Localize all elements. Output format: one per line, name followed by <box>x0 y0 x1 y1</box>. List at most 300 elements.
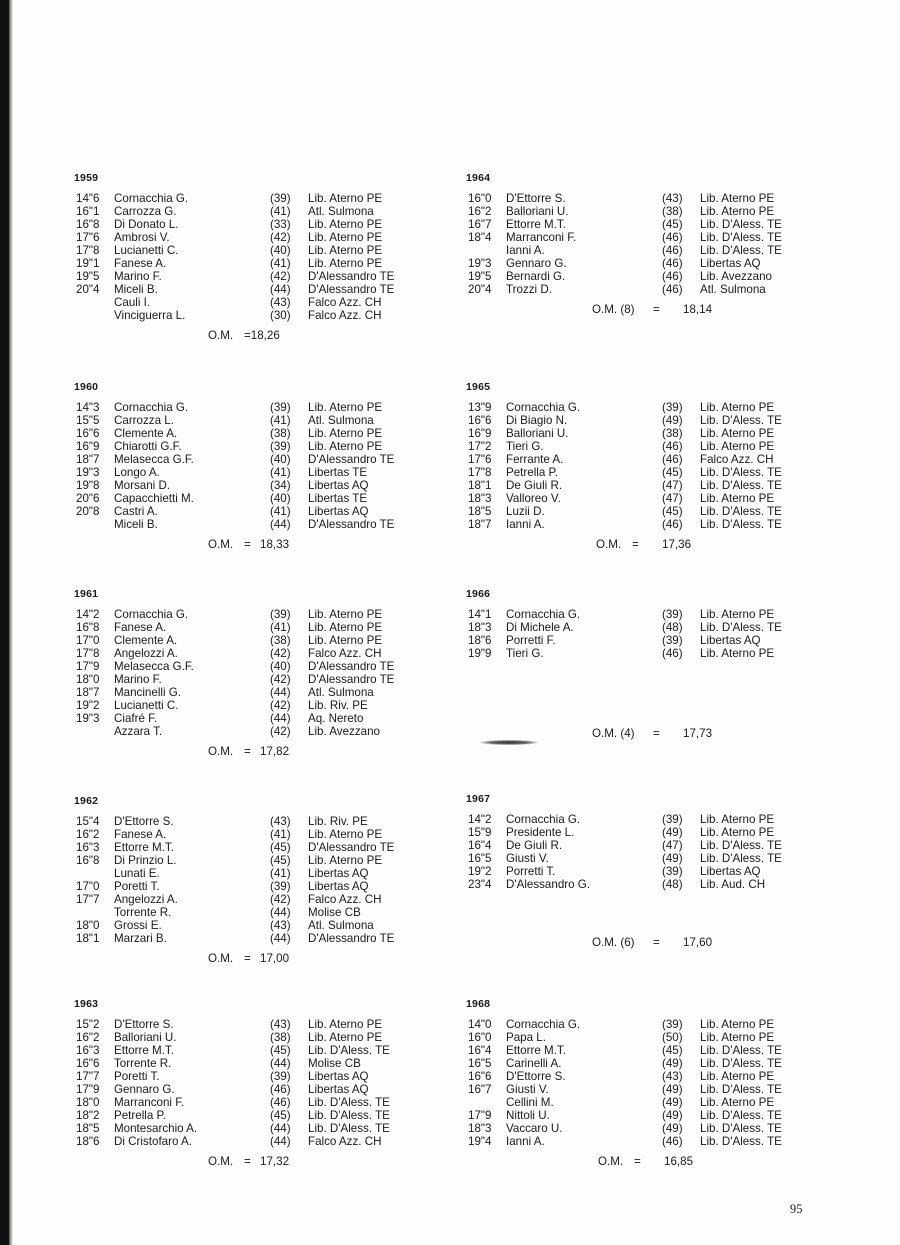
result-row <box>466 852 856 865</box>
result-time: 16"8 <box>76 218 100 231</box>
athlete-name: Azzara T. <box>114 725 163 738</box>
birth-year: (41) <box>270 621 291 634</box>
athlete-name: Melasecca G.F. <box>114 453 194 466</box>
year-block-1961 <box>74 588 464 761</box>
result-row <box>74 1109 464 1122</box>
athlete-name: Poretti T. <box>114 1070 160 1083</box>
result-time: 17"0 <box>76 634 100 647</box>
birth-year: (42) <box>270 893 291 906</box>
result-row <box>74 479 464 492</box>
average-value: 17,00 <box>260 952 290 965</box>
average-line <box>74 538 464 554</box>
birth-year: (39) <box>270 1070 291 1083</box>
birth-year: (49) <box>662 1057 683 1070</box>
athlete-name: Cellini M. <box>506 1096 554 1109</box>
birth-year: (45) <box>662 505 683 518</box>
birth-year: (42) <box>270 699 291 712</box>
average-equals: = <box>632 538 639 551</box>
club-name: Molise CB <box>308 1057 361 1070</box>
club-name: Lib. Aterno PE <box>308 257 383 270</box>
average-label: O.M. <box>208 1155 234 1168</box>
birth-year: (39) <box>662 865 683 878</box>
average-equals: = <box>634 1155 641 1168</box>
club-name: Falco Azz. CH <box>700 453 774 466</box>
birth-year: (44) <box>270 1135 291 1148</box>
athlete-name: Morsani D. <box>114 479 171 492</box>
birth-year: (46) <box>662 283 683 296</box>
year-block-1964 <box>466 172 856 319</box>
club-name: Lib. Aterno PE <box>308 634 383 647</box>
result-row <box>74 1122 464 1135</box>
birth-year: (40) <box>270 453 291 466</box>
average-value: 17,82 <box>260 745 290 758</box>
club-name: Lib. D'Aless. TE <box>700 1044 782 1057</box>
birth-year: (46) <box>662 231 683 244</box>
average-value: 16,85 <box>664 1155 694 1168</box>
result-time: 16"2 <box>468 205 492 218</box>
result-row <box>74 621 464 634</box>
result-row <box>74 919 464 932</box>
club-name: Libertas AQ <box>700 257 761 270</box>
result-row <box>74 1083 464 1096</box>
club-name: Lib. Aterno PE <box>308 854 383 867</box>
result-time: 18"5 <box>76 1122 100 1135</box>
result-row <box>466 865 856 878</box>
average-value: 17,73 <box>683 727 713 740</box>
result-time: 16"6 <box>468 1070 492 1083</box>
result-row <box>74 401 464 414</box>
birth-year: (47) <box>662 492 683 505</box>
athlete-name: Poretti T. <box>114 880 160 893</box>
result-time: 15"4 <box>76 815 100 828</box>
club-name: Falco Azz. CH <box>308 309 382 322</box>
result-row <box>466 427 856 440</box>
result-time: 18"7 <box>468 518 492 531</box>
club-name: Lib. Aterno PE <box>308 608 383 621</box>
year-heading: 1967 <box>466 793 491 805</box>
club-name: Libertas TE <box>308 492 368 505</box>
result-time: 16"6 <box>76 427 100 440</box>
result-row <box>74 1044 464 1057</box>
average-equals: = <box>653 936 660 949</box>
result-time: 18"1 <box>468 479 492 492</box>
average-line <box>466 1155 856 1171</box>
athlete-name: Castri A. <box>114 505 158 518</box>
club-name: Lib. D'Aless. TE <box>700 1135 782 1148</box>
club-name: Atl. Sulmona <box>308 414 374 427</box>
athlete-name: Cornacchia G. <box>506 401 581 414</box>
result-time: 14"1 <box>468 608 492 621</box>
result-time: 17"2 <box>468 440 492 453</box>
athlete-name: De Giuli R. <box>506 479 563 492</box>
result-time: 19"2 <box>76 699 100 712</box>
average-value: 17,60 <box>683 936 713 949</box>
club-name: D'Alessandro TE <box>308 270 395 283</box>
club-name: Lib. D'Aless. TE <box>700 852 782 865</box>
result-row <box>466 518 856 531</box>
year-block-1963 <box>74 998 464 1171</box>
club-name: Lib. Aterno PE <box>700 205 775 218</box>
athlete-name: Longo A. <box>114 466 160 479</box>
result-row <box>74 841 464 854</box>
average-equals: = <box>244 745 251 758</box>
result-time: 16"7 <box>468 218 492 231</box>
result-row <box>466 1083 856 1096</box>
result-row <box>74 634 464 647</box>
average-label: O.M. <box>208 538 234 551</box>
club-name: Lib. Aterno PE <box>700 1096 775 1109</box>
birth-year: (41) <box>270 867 291 880</box>
club-name: Falco Azz. CH <box>308 893 382 906</box>
club-name: Lib. D'Aless. TE <box>700 466 782 479</box>
birth-year: (38) <box>662 205 683 218</box>
average-line <box>74 745 464 761</box>
athlete-name: Carinelli A. <box>506 1057 562 1070</box>
result-time: 15"5 <box>76 414 100 427</box>
club-name: Lib. D'Aless. TE <box>700 1122 782 1135</box>
result-row <box>466 826 856 839</box>
athlete-name: Torrente R. <box>114 906 172 919</box>
athlete-name: Marranconi F. <box>114 1096 185 1109</box>
birth-year: (38) <box>662 427 683 440</box>
result-row <box>74 192 464 205</box>
athlete-name: Cauli I. <box>114 296 151 309</box>
club-name: Lib. Aterno PE <box>308 401 383 414</box>
athlete-name: Di Donato L. <box>114 218 179 231</box>
result-row <box>74 906 464 919</box>
result-row <box>74 309 464 322</box>
result-row <box>466 270 856 283</box>
club-name: Molise CB <box>308 906 361 919</box>
birth-year: (43) <box>270 296 291 309</box>
athlete-name: Clemente A. <box>114 427 178 440</box>
club-name: Lib. Aud. CH <box>700 878 766 891</box>
year-heading: 1959 <box>74 172 99 184</box>
club-name: Libertas TE <box>308 466 368 479</box>
athlete-name: Di Prinzio L. <box>114 854 177 867</box>
birth-year: (34) <box>270 479 291 492</box>
result-row <box>74 725 464 738</box>
athlete-name: Ambrosi V. <box>114 231 170 244</box>
club-name: Atl. Sulmona <box>700 283 766 296</box>
result-time: 16"3 <box>76 841 100 854</box>
result-time: 16"4 <box>468 1044 492 1057</box>
result-time: 20"8 <box>76 505 100 518</box>
athlete-name: Balloriani U. <box>506 427 569 440</box>
result-time: 17"8 <box>468 466 492 479</box>
athlete-name: Cornacchia G. <box>114 192 189 205</box>
athlete-name: Ianni A. <box>506 244 545 257</box>
birth-year: (44) <box>270 1122 291 1135</box>
result-time: 18"1 <box>76 932 100 945</box>
year-heading: 1966 <box>466 588 491 600</box>
average-label: O.M. <box>596 538 622 551</box>
average-value: 18,14 <box>683 303 713 316</box>
birth-year: (39) <box>662 608 683 621</box>
average-equals: = <box>244 952 251 965</box>
athlete-name: Cornacchia G. <box>114 608 189 621</box>
birth-year: (40) <box>270 492 291 505</box>
result-time: 18"3 <box>468 1122 492 1135</box>
birth-year: (39) <box>662 401 683 414</box>
athlete-name: Cornacchia G. <box>506 608 581 621</box>
birth-year: (44) <box>270 906 291 919</box>
club-name: Lib. Aterno PE <box>308 621 383 634</box>
birth-year: (44) <box>270 932 291 945</box>
birth-year: (38) <box>270 634 291 647</box>
birth-year: (45) <box>270 1044 291 1057</box>
club-name: Lib. D'Aless. TE <box>308 1122 390 1135</box>
result-row <box>74 647 464 660</box>
average-line <box>466 727 856 743</box>
athlete-name: Nittoli U. <box>506 1109 550 1122</box>
result-time: 20"4 <box>468 283 492 296</box>
athlete-name: Marranconi F. <box>506 231 577 244</box>
birth-year: (49) <box>662 1122 683 1135</box>
result-time: 15"2 <box>76 1018 100 1031</box>
club-name: Lib. Aterno PE <box>700 608 775 621</box>
club-name: Libertas AQ <box>308 479 369 492</box>
result-row <box>74 867 464 880</box>
athlete-name: Miceli B. <box>114 283 158 296</box>
result-row <box>74 1057 464 1070</box>
athlete-name: Porretti F. <box>506 634 556 647</box>
club-name: Lib. Aterno PE <box>700 647 775 660</box>
result-row <box>466 192 856 205</box>
result-row <box>466 1070 856 1083</box>
birth-year: (38) <box>270 1031 291 1044</box>
result-time: 16"8 <box>76 854 100 867</box>
average-line <box>74 952 464 968</box>
result-time: 17"6 <box>468 453 492 466</box>
result-row <box>466 414 856 427</box>
birth-year: (47) <box>662 479 683 492</box>
result-time: 19"2 <box>468 865 492 878</box>
result-time: 17"6 <box>76 231 100 244</box>
year-heading: 1965 <box>466 381 491 393</box>
result-time: 16"6 <box>76 1057 100 1070</box>
result-row <box>466 1096 856 1109</box>
result-row <box>74 427 464 440</box>
birth-year: (49) <box>662 1096 683 1109</box>
result-time: 16"5 <box>468 852 492 865</box>
result-row <box>466 839 856 852</box>
athlete-name: Marino F. <box>114 673 162 686</box>
birth-year: (45) <box>662 466 683 479</box>
birth-year: (41) <box>270 414 291 427</box>
birth-year: (49) <box>662 852 683 865</box>
birth-year: (38) <box>270 427 291 440</box>
result-time: 17"9 <box>76 1083 100 1096</box>
result-time: 18"4 <box>468 231 492 244</box>
result-row <box>466 440 856 453</box>
club-name: Lib. Avezzano <box>700 270 772 283</box>
club-name: D'Alessandro TE <box>308 841 395 854</box>
athlete-name: Trozzi D. <box>506 283 552 296</box>
year-heading: 1960 <box>74 381 99 393</box>
result-row <box>74 244 464 257</box>
birth-year: (40) <box>270 244 291 257</box>
book-binding-edge <box>0 0 9 1245</box>
athlete-name: Valloreo V. <box>506 492 561 505</box>
result-time: 17"8 <box>76 647 100 660</box>
athlete-name: Gennaro G. <box>114 1083 175 1096</box>
result-time: 18"0 <box>76 1096 100 1109</box>
athlete-name: Capacchietti M. <box>114 492 194 505</box>
result-time: 19"1 <box>76 257 100 270</box>
club-name: Lib. D'Aless. TE <box>700 505 782 518</box>
year-heading: 1968 <box>466 998 491 1010</box>
athlete-name: Clemente A. <box>114 634 178 647</box>
athlete-name: Petrella P. <box>506 466 558 479</box>
athlete-name: De Giuli R. <box>506 839 563 852</box>
athlete-name: Carrozza L. <box>114 414 174 427</box>
result-row <box>466 401 856 414</box>
athlete-name: Ferrante A. <box>506 453 564 466</box>
result-row <box>74 283 464 296</box>
result-time: 18"7 <box>76 686 100 699</box>
birth-year: (48) <box>662 878 683 891</box>
athlete-name: Ettorre M.T. <box>114 841 174 854</box>
result-row <box>74 608 464 621</box>
athlete-name: Angelozzi A. <box>114 893 178 906</box>
result-time: 19"3 <box>76 466 100 479</box>
result-time: 18"6 <box>468 634 492 647</box>
club-name: Lib. D'Aless. TE <box>700 218 782 231</box>
result-row <box>74 893 464 906</box>
result-row <box>74 1070 464 1083</box>
birth-year: (41) <box>270 828 291 841</box>
result-time: 16"8 <box>76 621 100 634</box>
club-name: Falco Azz. CH <box>308 647 382 660</box>
birth-year: (39) <box>270 608 291 621</box>
birth-year: (39) <box>270 192 291 205</box>
athlete-name: Cornacchia G. <box>506 1018 581 1031</box>
club-name: Lib. D'Aless. TE <box>308 1109 390 1122</box>
result-row <box>74 1031 464 1044</box>
club-name: Lib. Aterno PE <box>700 1031 775 1044</box>
result-time: 16"9 <box>76 440 100 453</box>
birth-year: (41) <box>270 205 291 218</box>
athlete-name: Mancinelli G. <box>114 686 182 699</box>
athlete-name: Grossi E. <box>114 919 162 932</box>
result-row <box>466 647 856 660</box>
club-name: D'Alessandro TE <box>308 932 395 945</box>
result-time: 14"0 <box>468 1018 492 1031</box>
athlete-name: Ettorre M.T. <box>506 1044 566 1057</box>
athlete-name: Vaccaro U. <box>506 1122 563 1135</box>
result-row <box>466 608 856 621</box>
year-heading: 1961 <box>74 588 99 600</box>
birth-year: (44) <box>270 518 291 531</box>
average-label: O.M. <box>208 329 234 342</box>
club-name: Lib. Avezzano <box>308 725 380 738</box>
athlete-name: Fanese A. <box>114 257 167 270</box>
athlete-name: Luzii D. <box>506 505 545 518</box>
athlete-name: Porretti T. <box>506 865 556 878</box>
club-name: Libertas AQ <box>308 880 369 893</box>
birth-year: (42) <box>270 673 291 686</box>
result-row <box>466 621 856 634</box>
club-name: D'Alessandro TE <box>308 660 395 673</box>
birth-year: (49) <box>662 1083 683 1096</box>
birth-year: (46) <box>662 518 683 531</box>
result-time: 16"2 <box>76 1031 100 1044</box>
club-name: Lib. Aterno PE <box>308 427 383 440</box>
athlete-name: D'Ettorre S. <box>506 1070 566 1083</box>
result-row <box>466 1044 856 1057</box>
athlete-name: Papa L. <box>506 1031 546 1044</box>
birth-year: (46) <box>662 1135 683 1148</box>
result-time: 19"4 <box>468 1135 492 1148</box>
athlete-name: Vinciguerra L. <box>114 309 186 322</box>
club-name: Libertas AQ <box>308 1070 369 1083</box>
club-name: D'Alessandro TE <box>308 673 395 686</box>
result-row <box>466 878 856 891</box>
birth-year: (42) <box>270 647 291 660</box>
result-row <box>74 673 464 686</box>
result-row <box>74 1135 464 1148</box>
athlete-name: Bernardi G. <box>506 270 566 283</box>
club-name: Libertas AQ <box>700 634 761 647</box>
result-time: 16"7 <box>468 1083 492 1096</box>
result-row <box>74 660 464 673</box>
birth-year: (45) <box>662 1044 683 1057</box>
athlete-name: Fanese A. <box>114 828 167 841</box>
result-row <box>74 505 464 518</box>
club-name: Lib. D'Aless. TE <box>700 479 782 492</box>
birth-year: (30) <box>270 309 291 322</box>
club-name: Libertas AQ <box>700 865 761 878</box>
birth-year: (43) <box>662 192 683 205</box>
result-row <box>74 880 464 893</box>
birth-year: (46) <box>662 440 683 453</box>
average-line <box>466 538 856 554</box>
athlete-name: Ciafré F. <box>114 712 158 725</box>
year-block-1962 <box>74 795 464 968</box>
athlete-name: Cornacchia G. <box>114 401 189 414</box>
page-number: 95 <box>790 1202 803 1216</box>
athlete-name: Angelozzi A. <box>114 647 178 660</box>
result-time: 14"3 <box>76 401 100 414</box>
club-name: Lib. Aterno PE <box>308 1018 383 1031</box>
result-row <box>466 1057 856 1070</box>
average-equals: =18,26 <box>244 329 280 342</box>
year-block-1967 <box>466 793 856 952</box>
average-line <box>74 1155 464 1171</box>
club-name: Lib. Riv. PE <box>308 699 368 712</box>
athlete-name: Petrella P. <box>114 1109 166 1122</box>
result-time: 16"3 <box>76 1044 100 1057</box>
club-name: Lib. D'Aless. TE <box>700 621 782 634</box>
result-row <box>466 231 856 244</box>
result-row <box>74 712 464 725</box>
club-name: Lib. Riv. PE <box>308 815 368 828</box>
athlete-name: Melasecca G.F. <box>114 660 194 673</box>
club-name: D'Alessandro TE <box>308 453 395 466</box>
result-time: 19"8 <box>76 479 100 492</box>
result-time: 16"2 <box>76 828 100 841</box>
club-name: Lib. Aterno PE <box>308 244 383 257</box>
birth-year: (43) <box>270 1018 291 1031</box>
result-time: 17"9 <box>468 1109 492 1122</box>
average-value: 17,32 <box>260 1155 290 1168</box>
birth-year: (42) <box>270 270 291 283</box>
birth-year: (47) <box>662 839 683 852</box>
result-row <box>74 453 464 466</box>
result-row <box>466 257 856 270</box>
athlete-name: Marino F. <box>114 270 162 283</box>
